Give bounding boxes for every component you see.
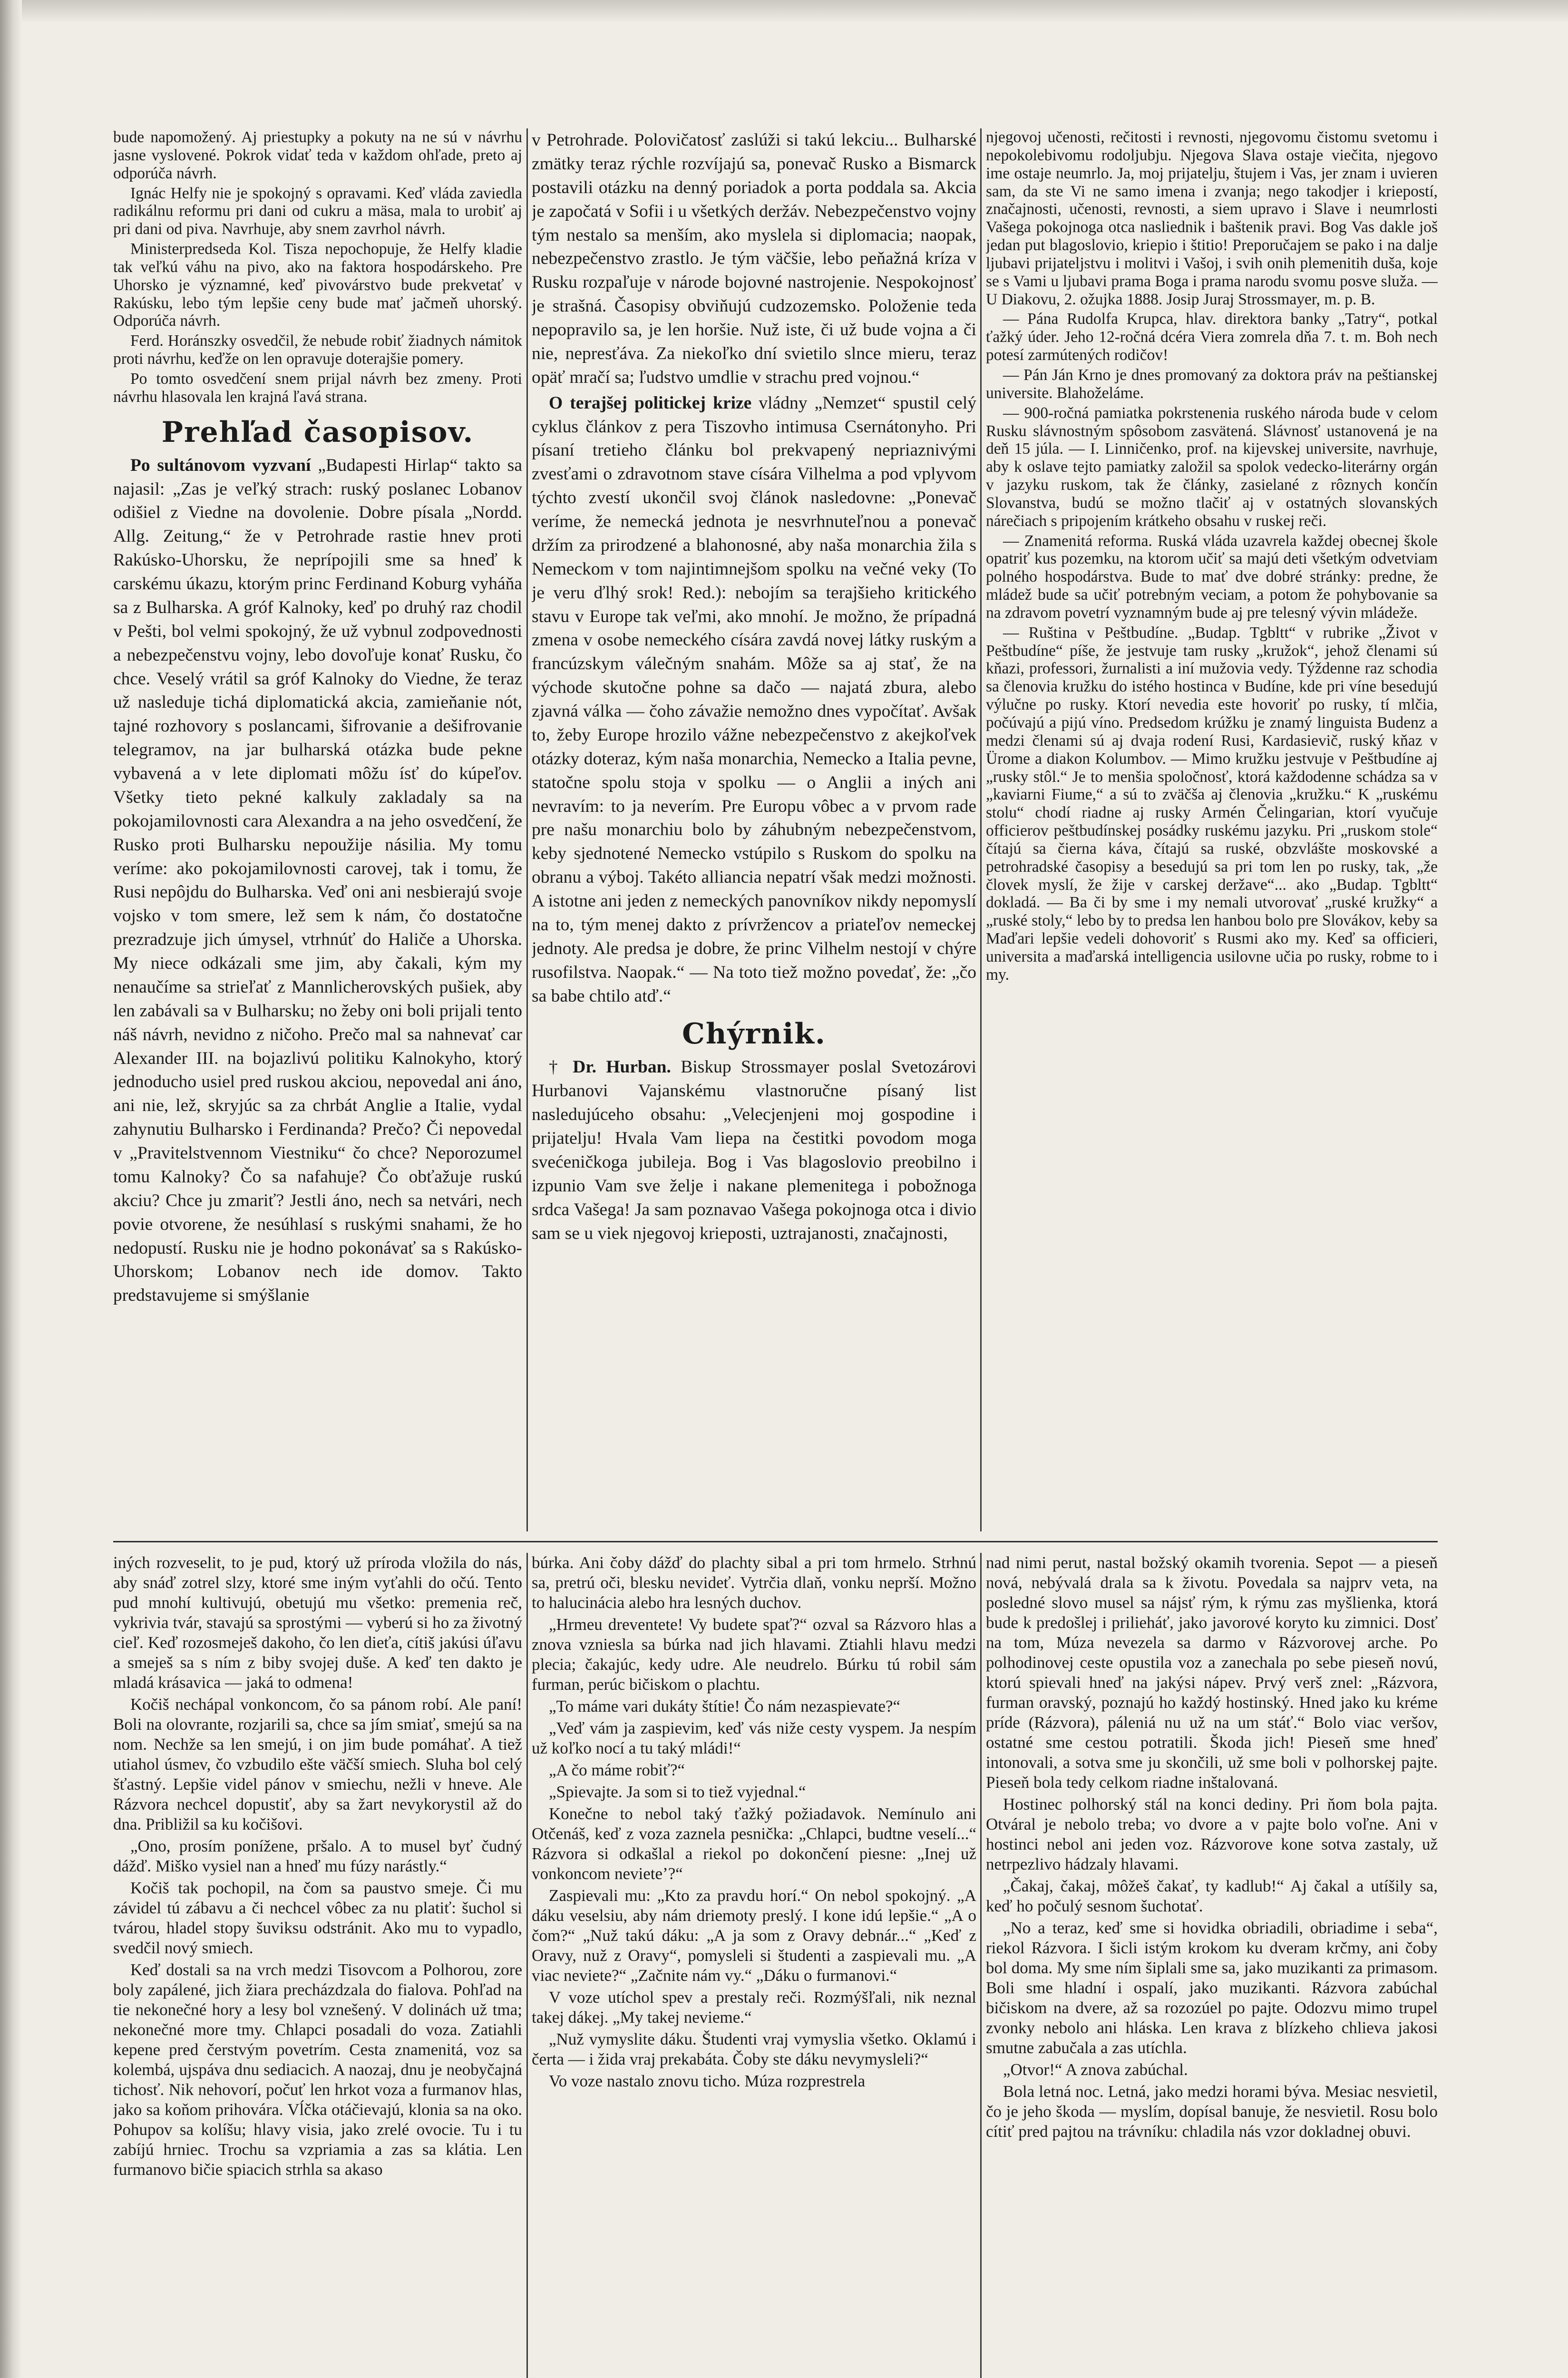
paragraph: „Nuž vymyslite dáku. Študenti vraj vymyslia všetko. Oklamú i čerta — i žida vraj prekabáta. Čoby ste dáku nevymysleli?“ [532, 2030, 976, 2068]
paragraph-text: „Budapesti Hirlap“ takto sa najasil: „Zas je veľký strach: ruský poslanec Lobanov odišiel z Viedne na dovolenie. Dobre písala „Nordd. Allg. Zeitung,“ že v Petrohrade rastie hnev proti Rakúsko-Uhorsku, že neprípojili sme sa hneď k carskému úkazu, ktorým princ Ferdinand Koburg vyháňa sa z Bulharska. A gróf Kalnoky, keď po druhý raz chodil v Pešti, bol velmi spokojný, že už vybnul zodpovednosti a nebezpečenstvu vojny, lebo dovoľuje konať Rusku, čo chce. Veselý vrátil sa gróf Kalnoky do Viedne, že teraz už nasleduje tichá diplomatická akcia, zamieňanie nót, tajné rozhovory s poslancami, šifrovanie a dešifrovanie telegramov, na jar bulharská otázka bude pekne vybavená a v lete diplomati môžu ísť do kúpeľov. Všetky tieto pekné kalkuly zakladaly sa na pokojamilovnosti cara Alexandra a na jeho osvedčení, že Rusko proti Bulharsku nepoužije násilia. My tomu veríme: ako pokojamilovnosti carovej, tak i tomu, že Rusi nepôjdu do Bulharska. Veď oni ani nesbierajú svoje vojsko v tom smere, lež sem k nám, čo dostatočne prezradzuje jich úmysel, vtrhnúť do Haliče a Uhorska. My niece odkázali sme jim, aby čakali, kým my nenaučíme sa strieľať z Mannlicherovských pušiek, aby len zabávali sa v Bulharsku; no žeby oni boli prijali tento náš návrh, nevidno z ničoho. Prečo mal sa nahnevať car Alexander III. na bojazlivú politiku Kalnokyho, ktorý jednoducho usiel pred ruskou akciou, nepovedal ani áno, ani nie, lež, skryjúc sa za chrbát Anglie a Italie, vydal zahynutiu Bulharsko i Ferdinanda? Prečo? Či nepovedal v „Pravitelstvennom Viestniku“ čo chce? Neporozumel tomu Kalnoky? Čo sa nafahuje? Čo obťažuje ruskú akciu? Chce ju zmariť? Jestli áno, nech sa netvári, nech povie otvorene, že nesúhlasí s ruskými snahami, že ho nedopustí. Rusku nie je hodno pokonávať sa s Rakúsko-Uhorskom; Lobanov nech ide domov. Takto predstavujeme si smýšlanie [113, 455, 522, 1306]
paragraph: „Otvor!“ A znova zabúchal. [1003, 2060, 1188, 2079]
paragraph: nad nimi perut, nastal božský okamih tvorenia. Sepot — a pieseň nová, nebývalá drala sa k životu. Povedala sa najprv veta, na posledné slovo musel sa nájsť rým, k rýmu zas myšlienka, ktorá bude k predošlej i prilieháť, jako javorové koryto ku zimnici. Dosť na tom, Múza nevezela sa darmo v Rázvorovej arche. Po polhodinovej ceste opustila voz a zanechala po sebe pieseň novú, ktorú spievali hneď na jakýsi nápev. Prvý verš znel: „Rázvora, furman oravský, poznajú ho každý hostinský. Hned jako ku kréme príde (Rázvora), páleniá nu už na um stáť.“ Bolo viac veršov, ostatné sme cestou potratili. Škoda jich! Pieseň sme hneď intonovali, a sotva sme ju skončili, už sme boli v polhorskej pajte. Pieseň bola tedy celkom riadne inštalovaná. [986, 1553, 1438, 1792]
paragraph: Kočiš nechápal vonkoncom, čo sa pánom robí. Ale paní! Boli na olovrante, rozjarili sa, chce sa jím smiať, smejú sa na nom. Nechže sa len smejú, i on jim bude pomáhať. A tiež utiahol úsmev, čo vzbudilo ešte väčší smiech. Sluha bol celý šťastný. Lepšie videl pánov v smiechu, nežli v hneve. Ale Rázvora nechcel dopustiť, aby sa žart nevykorystil až do dna. Približil sa ku kočišovi. [113, 1695, 522, 1833]
column-rule-2 [980, 128, 982, 1531]
lead-in: Po sultánovom vyzvaní [130, 455, 311, 475]
paragraph: — 900-ročná pamiatka pokrstenenia ruského národa bude v celom Rusku slávnostným spôsobom zasvätená. Slávnosť ustanovená je na deň 15 júla. — I. Linničenko, prof. na kijevskej universite, navrhuje, aby k oslave tejto pamiatky založil sa spolok vedecko-literárny orgán v jazyku ruskom, tak že články, zasielané z rôznych končín Slovanstva, budú se možno tlačiť aj v ostatných slovanských nárečiach s pripojením krátkeho obsahu v ruskej reči. [986, 404, 1438, 530]
upper-column-3 [986, 128, 1438, 1534]
dagger-icon: † [549, 1057, 563, 1077]
column-rule-1 [526, 128, 528, 1531]
paragraph: Ferd. Horánszky osvedčil, že nebude robiť žiadnych námitok proti návrhu, keďže on len opravuje doterajšie pomery. [113, 332, 522, 368]
paragraph: Zaspievali mu: „Kto za pravdu horí.“ On nebol spokojný. „A dáku veselsiu, aby nám driemoty preslý. I kone idú lepšie.“ „A o čom?“ „Nuž takú dáku: „A ja som z Oravy debnár...“ „Keď z Oravy, nuž z Oravy“, pomysleli si študenti a zaspievali mu. „A viac neviete?“ „Začnite nám vy.“ „Dáku o furmanovi.“ [532, 1886, 976, 1985]
article-headline: O terajšej politickej krize [549, 393, 752, 413]
paragraph: V voze utíchol spev a prestaly reči. Rozmýšľali, nik neznal takej dákej. „My takej nevieme.“ [532, 1988, 976, 2027]
paragraph-text: Biskup Strossmayer poslal Svetozárovi Hurbanovi Vajanskému vlastnoručne písaný list nasledujúceho obsahu: „Velecjenjeni moj gospodine i prijatelju! Hvala Vam liepa na čestitki povodom moga svećeničkoga jubileja. Bog i Vas blagoslovio preobilno i izpunio Vam sve želje i nakane plemenitega i pobožnoga srdca Vašega! Ja sam poznavao Vašega pokojnoga otca i divio sam se u viek njegovoj krieposti, uztrajanosti, značajnosti, [532, 1057, 976, 1243]
paragraph: — Pána Rudolfa Krupca, hlav. direktora banky „Tatry“, potkal ťažký úder. Jeho 12-ročná dcéra Viera zomrela dňa 7. t. m. Boh nech potesí zarmútených rodičov! [986, 310, 1438, 364]
section-divider [113, 1541, 1438, 1542]
column-rule-3 [526, 1553, 528, 2378]
paragraph-text: vládny „Nemzet“ spustil celý cyklus článkov z pera Tiszovho intimusa Csernátonyho. Pri písaní tretieho článku bol prekvapený nepriaznivými zvesťami o zdravotnom stave císára Vilhelma a pod vplyvom týchto zvestí ukončil svoj článok nasledovne: „Ponevač veríme, že nemecká jednota je nesvrhnuteľnou a ponevač držím za prirodzené a blahonosné, aby naša monarchia žila s Nemeckom v tom najintimnejšom spolku na večné veky (To je veru ďlhý srok! Red.): nebojím sa terajšieho kritického stavu v Europe tak veľmi, ako mnohí. Je možno, že prípadná zmena v osobe nemeckého císára zavdá novej látky ruským a francúzskym válečným snahám. Môže sa aj stať, že na východe skutočne pohne sa dačo — najatá zbura, alebo zjavná válka — čoho závažie nemožno dnes vypočítať. Avšak to, žeby Europe hrozilo vážne nebezpečenstvo z akejkoľvek otázky doteraz, kým naša monarchia, Nemecko a Italia pevne, statočne spolu stoja v spolku — o Anglii a iných ani nevravím: to ja neverím. Pre Europu vôbec a v prvom rade pre našu monarchiu bolo by záhubným nebezpečenstvom, keby sjednotené Nemecko vstúpilo s Ruskom do spolku na obranu a výboj. Takéto alliancia nepatrí však medzi možnosti. A istotne ani jeden z nemeckých panovníkov nikdy nepomyslí na to, tým menej dakto z prívržencov a priateľov nemeckej jednoty. Ale predsa je dobre, že princ Vilhelm nestojí v chýre rusofilstva. Naopak.“ — Na toto tiež možno povedať, že: „čo sa babe chtilo atď.“ [532, 393, 976, 1006]
paragraph: „A čo máme robiť?“ [549, 1761, 685, 1779]
paragraph: — Znamenitá reforma. Ruská vláda uzavrela každej obecnej škole opatriť kus pozemku, na ktorom učiť sa majú deti všetkým odvetviam polného hospodárstva. Bude to mať dve dobré stránky: predne, že mládež bude sa učiť potrebným veciam, a potom že pohybovanie sa na zdravom povetrí vyznamným bude aj pre telesný vývin mládeže. [986, 532, 1438, 622]
scan-top-edge [0, 0, 1568, 23]
lower-column-3 [986, 1553, 1438, 2378]
paragraph: Hostinec polhorský stál na konci dediny. Pri ňom bola pajta. Otváral je nebolo treba; vo dvore a v pajte bolo voľne. Ani v hostinci nebol ani jeden voz. Rázvorove kone sotva zastaly, už netrpezlivo hádzaly hlavami. [986, 1795, 1438, 1873]
paragraph: Po tomto osvedčení snem prijal návrh bez zmeny. Proti návrhu hlasovala len krajná ľavá strana. [113, 370, 522, 406]
paragraph: Ignác Helfy nie je spokojný s opravami. Keď vláda zaviedla radikálnu reformu pri dani od cukru a mäsa, mala to urobiť aj pri dani od piva. Navrhuje, aby snem zavrhol návrh. [113, 184, 522, 238]
paragraph: „Hrmeu dreventete! Vy budete spať?“ ozval sa Rázvoro hlas a znova vzniesla sa búrka nad jich hlavami. Ztiahli hlavu medzi plecia; čakajúc, kedy udre. Ale neudrelo. Búrku tú robil sám furman, perúc bičiskom o plachtu. [532, 1615, 976, 1694]
paragraph: Kočiš tak pochopil, na čom sa paustvo smeje. Či mu závidel tú zábavu a či nechcel vôbec za nu platiť: šuchol si tvárou, hladel stopy šuviksu odstránit. Ako mu to vypadlo, svedčil nový smiech. [113, 1879, 522, 1957]
section-heading: Chýrnik. [682, 1017, 826, 1051]
paragraph: Keď dostali sa na vrch medzi Tisovcom a Polhorou, zore boly zapálené, jich žiara precházdzala do fialova. Pohľad na tie nekonečné hory a lesy bol vznešený. V dolinách už tma; nekonečné more tmy. Chlapci posadali do voza. Zatiahli kepene pred čerstvým povetrím. Cesta znamenitá, voz sa kolembá, ujspáva dnu sediacich. A naozaj, dnu je neobyčajná tichosť. Nik nehovorí, počuť len hrkot voza a furmanov hlas, jako sa koňom prihovára. Vĺčka otáčievajú, klonia sa na oko. Pohupov sa kolíšu; hlavy visia, jako zrelé ovocie. Tu i tu zabíjú hrniec. Trochu sa vzpriamia a zas sa klátia. Len furmanovo bičie spiacich strhla sa akaso [113, 1960, 522, 2179]
paragraph: njegovoj učenosti, rečitosti i revnosti, njegovomu čistomu svetomu i nepokolebivomu rodoljubju. Njegova Slava ostaje viečita, njegovo ime ostaje neumrlo. Ja, moj prijatelju, štujem i Vas, jer znam i uvieren sam, da ste Vi ne samo imena i zvanja; nego takodjer i kriepostí, značajnosti, učenosti, revnosti, a siem upravo i Slave i neumrlosti Vašega pokojnoga otca nasliednik i baštenik pravi. Bog Vas dakle još jedan put blagoslovio, kriepio i štitio! Preporučajem se pako i na dalje ljubavi prijateljstvu i molitvi i Vašoj, i svih onih plemenitih duša, koje se s Vami u ljubavi prama Boga i prama narodu svomu posve služa. — U Diakovu, 2. ožujka 1888. Josip Juraj Strossmayer, m. p. B. [986, 128, 1438, 308]
paragraph: — Pán Ján Krno je dnes promovaný za doktora práv na peštianskej universite. Blahoželáme. [986, 366, 1438, 402]
paragraph: „No a teraz, keď sme si hovidka obriadili, obriadime i seba“, riekol Rázvora. I šicli istým krokom ku dveram krčmy, ani čoby bol doma. My sme ním šiplali sme sa, jako muzikanti za primasom. Boli sme hladní i ospalí, jako muzikanti. Rázvora zabúchal bičiskom na dvere, až sa rozozúel po pajte. Odozvu mimo trupel zvonky nebolo ani hláska. Len krava z blízkeho chlieva jakosi smutne zabučala a zas utíchla. [986, 1919, 1438, 2057]
paragraph [113, 454, 522, 1308]
paragraph: Ministerpredseda Kol. Tisza nepochopuje, že Helfy kladie tak veľkú váhu na pivo, ako na faktora hospodárskeho. Pre Uhorsko je významné, keď pivovárstvo bude prekvetať v Rakúsku, lebo tým lepšie ceny bude mať jačmeň uhorský. Odporúča návrh. [113, 240, 522, 330]
paragraph: „Ono, prosím ponížene, pršalo. A to musel byť čudný dážď. Miško vysiel nan a hneď mu fúzy narástly.“ [113, 1837, 522, 1875]
upper-column-1 [113, 128, 522, 1534]
section-heading: Prehľad časopisov. [161, 415, 474, 449]
paragraph: Bola letná noc. Letná, jako medzi horami býva. Mesiac nesvietil, čo je jeho škoda — myslím, dopísal banuje, že nesvietil. Rosu bolo cítiť pred pajtou na trávníku: chladila nás vzor dokladnej obuvi. [986, 2082, 1438, 2141]
scan-left-edge [0, 0, 22, 2378]
paragraph: Vo voze nastalo znovu ticho. Múza rozprestrela [549, 2072, 866, 2090]
paragraph: — Ruština v Peštbudíne. „Budap. Tgbltt“ v rubrike „Život v Peštbudíne“ píše, že jestvuje tam rusky „kružok“, jehož členami sú kňazi, professori, žurnalisti a iní mužovia vedy. Týždenne raz schodia sa členovia kružku do istého hostinca v Budíne, kde pri víne besedujú výlučne po rusky. Ktorí nevedia este hovoriť po rusky, tí mlčia, počúvajú a pijú víno. Predsedom krúžku je znamý linguista Budenz a medzi členami sú aj dvaja rodení Rusi, Kardasievič, ruský kňaz v Ürome a diakon Kolumbov. — Mimo kružku jestvuje v Peštbudíne aj „rusky stôl.“ Je to menšia spoločnosť, ktorá každodenne schádza sa v „kaviarni Fiume,“ a sú to zväčša aj členovia „kružku.“ K „ruskému stolu“ chodí riadne aj rusky Armén Čelingarian, ktorí vyučuje officierov peštbudínskej posádky ruskému jazyku. Pri „ruskom stole“ čítajú sa čierna káva, čítajú sa ruské, obzvlášte moskovské a petrohradské časopisy a besedujú sa pri tom len po rusky, tak, „že človek myslí, že žije v carskej deržave“... ako „Budap. Tgbltt“ dokladá. — Ba či by sme i my nemali utvorovať „ruské kružky“ a „ruské stoly,“ lebo by to predsa len hanbou bolo pre Slovákov, keby sa Maďari lepšie vedeli dohovoriť s Rusmi ako my. Keď sa officieri, universita a maďarská intelligencia usilovne učia po rusky, robme to i my. [986, 624, 1438, 984]
paragraph: „To máme vari dukáty štítie! Čo nám nezaspievate?“ [549, 1697, 901, 1715]
paragraph: „Veď vám ja zaspievim, keď vás niže cesty vyspem. Ja nespím už koľko nocí a tu taký mládi!“ [532, 1719, 976, 1757]
upper-column-2 [532, 128, 976, 1534]
paragraph: „Spievajte. Ja som si to tiež vyjednal.“ [549, 1783, 806, 1801]
lower-column-2 [532, 1553, 976, 2378]
paragraph: bude napomožený. Aj priestupky a pokuty na ne sú v návrhu jasne vyslovené. Pokrok vidať teda v každom ohľade, preto aj odporúča návrh. [113, 128, 522, 182]
paragraph [532, 391, 976, 1008]
column-rule-4 [980, 1553, 982, 2378]
paragraph: Konečne to nebol taký ťažký požiadavok. Nemínulo ani Otčenáš, keď z voza zaznela pesnička: „Chlapci, budtne veselí...“ Rázvora si odkašlal a riekol po dokončení piesne: „Inej už vonkoncom nevieteʼ?“ [532, 1804, 976, 1883]
paragraph: iných rozveselit, to je pud, ktorý už príroda vložila do nás, aby snáď zotrel slzy, ktoré sme iným vyťahli do očú. Tento pud mnohí kultivujú, obetujú mu všetko: premenia reč, vykrivia tvár, stavajú sa sprostými — vyberú si ho za životný cieľ. Keď rozosmeješ dakoho, čo len dieťa, cítiš jakúsi úľavu a smeješ sa s ním z biby svojej duše. A keď ten dakto je mladá krásavica — jaká to odmena! [113, 1553, 522, 1692]
lead-in: Dr. Hurban. [573, 1057, 671, 1077]
paragraph: „Čakaj, čakaj, môžeš čakať, ty kadlub!“ Aj čakal a utíšily sa, keď ho počulý sesnom šuchotať. [986, 1877, 1438, 1915]
paragraph: v Petrohrade. Polovičatosť zaslúži si takú lekciu... Bulharské zmätky teraz rýchle rozvíjajú sa, ponevač Rusko a Bismarck postavili otázku na denný poriadok a porta poddala sa. Akcia je započatá v Sofii i u všetkých deržáv. Nebezpečenstvo vojny tým nestalo sa menším, ako myslela si diplomacia; naopak, nebezpečenstvo zrastlo. Je tým väčšie, lebo peňažná kríza v Rusku rozpaľuje v národe bojovné nastrojenie. Nespokojnosť je strašná. Časopisy obviňujú cudzozemsko. Položenie teda nepopravilo sa, je len horšie. Nuž iste, či už bude vojna a či nie, nepresťáva. Za niekoľko dní svietilo slnce mieru, teraz opäť mračí sa; ľudstvo umdlie v strachu pred vojnou.“ [532, 130, 976, 387]
paragraph [532, 1055, 976, 1245]
lower-column-1 [113, 1553, 522, 2378]
paragraph: búrka. Ani čoby dážď do plachty sibal a pri tom hrmelo. Strhnú sa, pretrú oči, blesku nevideť. Vytrčia dlaň, vonku neprší. Možno to halucinácia alebo hra lesných duchov. [532, 1553, 976, 1612]
